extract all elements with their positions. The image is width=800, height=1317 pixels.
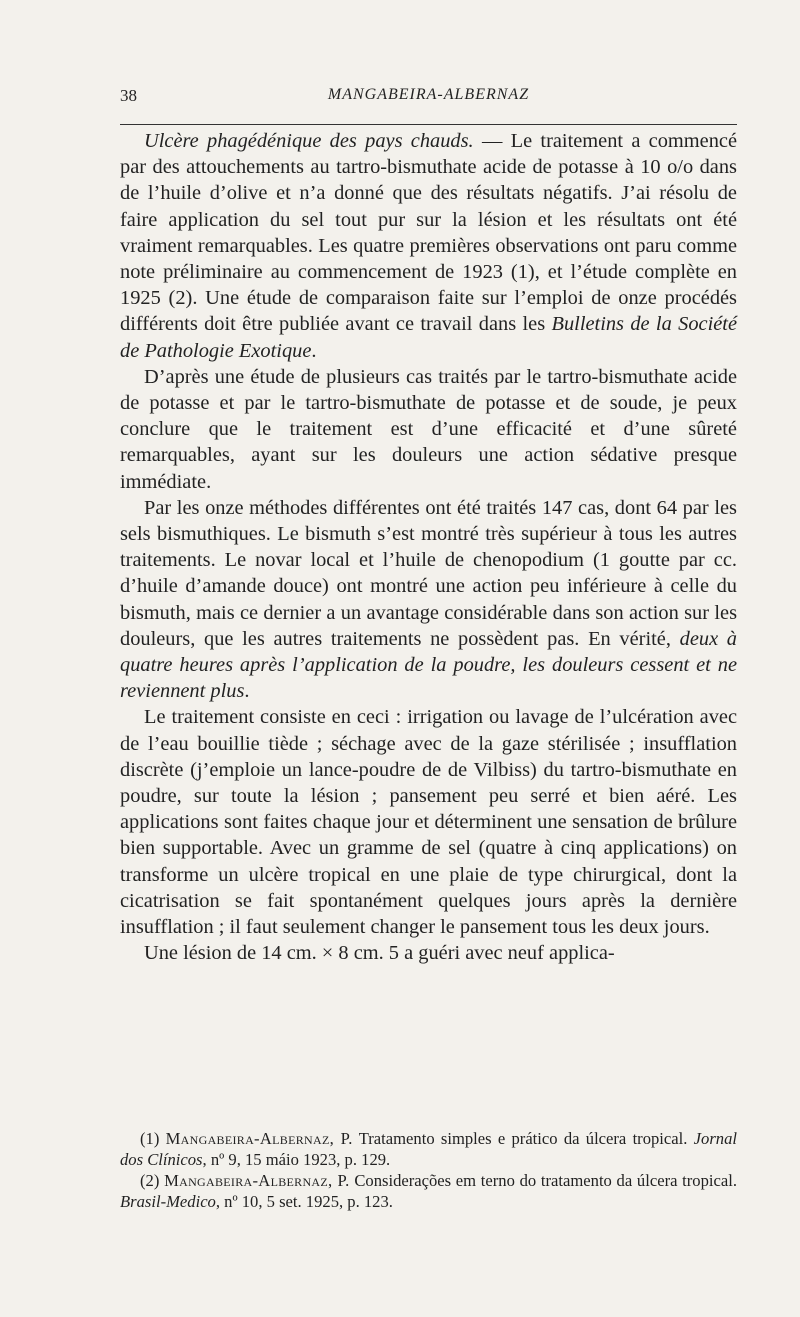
footnote: (1) Mangabeira-Albernaz, P. Tratamento simples e prático da úlcera tropical. Jornal dos Clínicos, nº 9, 15 máio 1923, p. 129. xyxy=(120,1129,737,1169)
paragraph: Par les onze méthodes différentes ont été traités 147 cas, dont 64 par les sels bismuthiques. Le bismuth s’est montré très supérieur à tous les autres traitements. Le novar local et l’huile de chenopodium (1 goutte par cc. d’huile d’amande douce) ont montré une action peu inférieure à celle du bismuth, mais ce dernier a un avantage considérable dans son action sur les douleurs, que les autres traitements ne possèdent pas. En vérité, deux à quatre heures après l’application de la poudre, les douleurs cessent et ne reviennent plus. xyxy=(120,496,737,703)
page-number: 38 xyxy=(120,86,137,105)
paragraph: Le traitement consiste en ceci : irrigation ou lavage de l’ulcération avec de l’eau bouillie tiède ; séchage avec de la gaze stérilisée ; insufflation discrète (j’emploie un lance-poudre de de Vilbiss) du tartro-bismuthate en poudre, sur toute la lésion ; pansement peu serré et bien aéré. Les applications sont faites chaque jour et déterminent une sensation de brûlure bien supportable. Avec un gramme de sel (quatre à cinq applications) on transforme un ulcère tropical en une plaie de type chirurgical, dont la cicatrisation se fait spontanément quelques jours après la dernière insufflation ; il faut seulement changer le pansement tous les deux jours. xyxy=(120,706,737,939)
paragraph: Ulcère phagédénique des pays chauds. — Le traitement a commencé par des attouchements au tartro-bismuthate acide de potasse à 10 o/o dans de l’huile d’olive et n’a donné que des résultats négatifs. J’ai résolu de faire application du sel tout pur sur la lésion et les résultats ont été vraiment remarquables. Les quatre premières observations ont paru comme note préliminaire au commencement de 1923 (1), et l’étude complète en 1925 (2). Une étude de comparaison faite sur l’emploi de onze procédés différents doit être publiée avant ce travail dans les Bulletins de la Société de Pathologie Exotique. xyxy=(120,130,737,362)
footnote: (2) Mangabeira-Albernaz, P. Considerações em terno do tratamento da úlcera tropical. Brasil-Medico, nº 10, 5 set. 1925, p. 123. xyxy=(120,1171,738,1211)
header-rule xyxy=(120,124,737,125)
paragraph: D’après une étude de plusieurs cas traités par le tartro-bismuthate acide de potasse et par le tartro-bismuthate de potasse et de soude, je peux conclure que le traitement est d’une efficacité et d’une sûreté remarquables, ayant sur les douleurs une action sédative presque immédiate. xyxy=(120,365,737,493)
running-head xyxy=(120,86,737,116)
body-text xyxy=(120,128,737,967)
footnotes xyxy=(120,1128,737,1212)
running-title: MANGABEIRA-ALBERNAZ xyxy=(327,86,530,103)
paragraph: Une lésion de 14 cm. × 8 cm. 5 a guéri avec neuf applica- xyxy=(144,942,615,965)
section-title: Ulcère phagédénique des pays chauds. xyxy=(144,130,474,152)
